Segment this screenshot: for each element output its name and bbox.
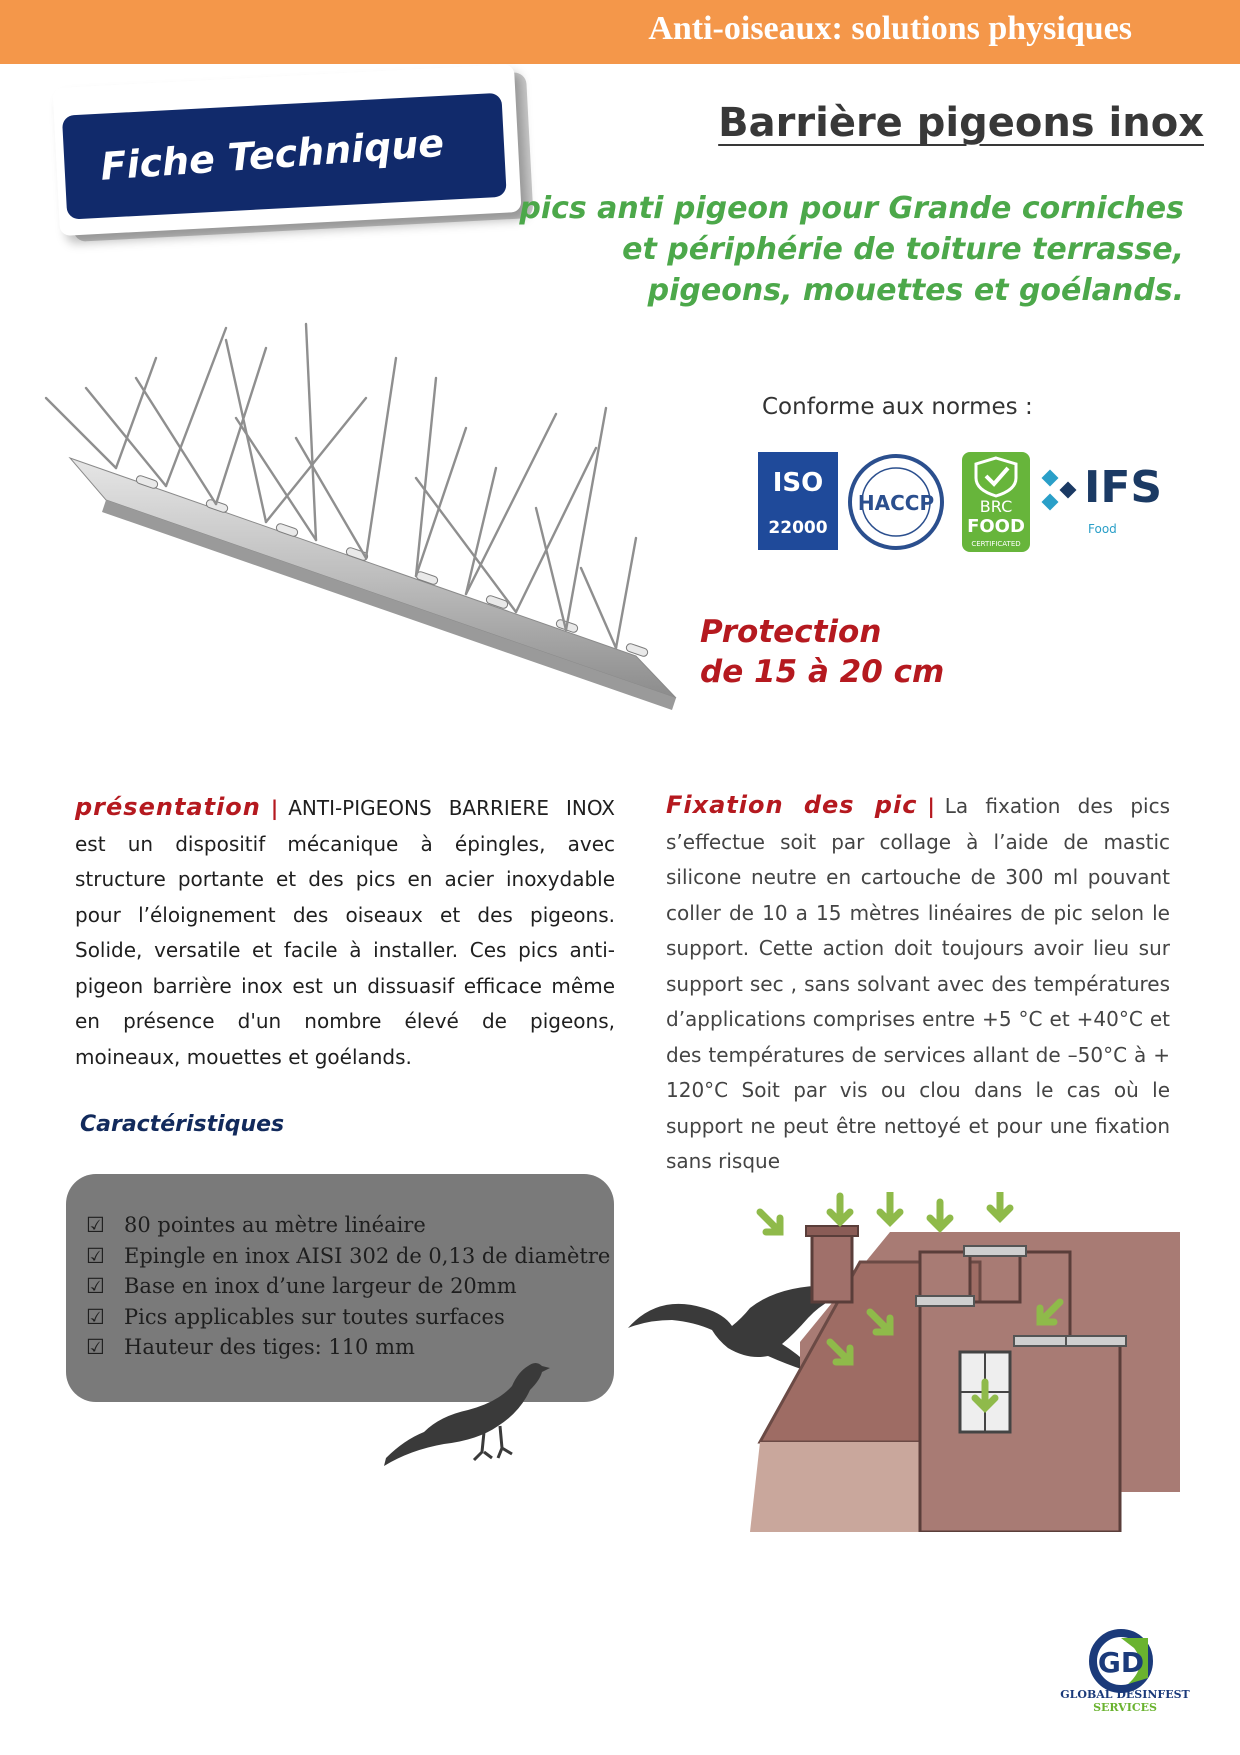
list-item xyxy=(86,1210,610,1241)
haccp-logo xyxy=(846,452,946,552)
gd-logo-letters: GD xyxy=(1097,1646,1145,1679)
ifs-food-logo xyxy=(1040,462,1170,542)
fiche-technique-badge xyxy=(52,64,521,236)
ifs-logo-text: IFS xyxy=(1084,462,1163,513)
brc-logo-food: FOOD xyxy=(967,516,1025,537)
checkbox-icon: ☑ xyxy=(86,1213,105,1237)
brc-logo-cert: CERTIFICATED xyxy=(971,540,1021,548)
product-title: Barrière pigeons inox xyxy=(718,100,1204,146)
check-shield-icon xyxy=(962,452,1030,498)
list-item xyxy=(86,1241,610,1272)
separator: | xyxy=(927,794,935,818)
list-item-text: Epingle en inox AISI 302 de 0,13 de diamètre xyxy=(124,1243,611,1268)
list-item-text: Pics applicables sur toutes surfaces xyxy=(124,1304,505,1329)
protection-callout xyxy=(700,612,944,692)
haccp-seal-icon xyxy=(846,452,946,552)
iso-logo-text: ISO xyxy=(772,468,824,498)
pigeon-silhouette-icon xyxy=(380,1340,550,1470)
banner-title: Anti-oiseaux: solutions physiques xyxy=(648,10,1132,47)
badge-label: Fiche Technique xyxy=(99,120,446,189)
haccp-logo-text: HACCP xyxy=(857,491,935,515)
iso-logo-number: 22000 xyxy=(768,518,828,538)
list-item xyxy=(86,1302,610,1333)
list-item-text: Hauteur des tiges: 110 mm xyxy=(124,1335,415,1359)
top-banner xyxy=(0,0,1240,64)
ifs-logo-sub: Food xyxy=(1088,522,1117,536)
company-line: SERVICES xyxy=(1093,1701,1157,1714)
fixation-section xyxy=(666,788,1170,1180)
company-name xyxy=(1050,1688,1200,1714)
checkbox-icon: ☑ xyxy=(86,1335,105,1359)
presentation-heading: présentation xyxy=(75,793,261,821)
iso-22000-logo xyxy=(758,452,838,550)
roof-illustration xyxy=(740,1192,1180,1532)
presentation-text: ANTI-PIGEONS BARRIERE INOX est un dispositif mécanique à épingles, avec structure portante et des pics en acier inoxydable pour l’éloignement des oiseaux et des pigeons. Solide, versatile et facile à installer. Ces pics anti-pigeon barrière inox est un dissuasif efficace même en présence d'un nombre élevé de pigeons, moineaux, mouettes et goélands. xyxy=(75,796,615,1069)
normes-label: Conforme aux normes : xyxy=(762,394,1033,420)
company-line: GLOBAL DESINFEST xyxy=(1060,1688,1190,1701)
spike-strip-image xyxy=(36,318,686,738)
subtitle-line: pics anti pigeon pour Grande corniches xyxy=(519,191,1184,226)
product-subtitle xyxy=(464,188,1184,311)
ifs-dots-icon xyxy=(1040,464,1084,520)
checkbox-icon: ☑ xyxy=(86,1274,105,1298)
list-item xyxy=(86,1271,610,1302)
checkbox-icon: ☑ xyxy=(86,1304,105,1329)
presentation-section xyxy=(75,790,615,1075)
list-item-text: 80 pointes au mètre linéaire xyxy=(124,1213,426,1237)
protection-range: de 15 à 20 cm xyxy=(700,654,945,690)
list-item-text: Base en inox d’une largeur de 20mm xyxy=(124,1274,517,1298)
protection-line: Protection xyxy=(700,614,882,650)
caracteristiques-heading: Caractéristiques xyxy=(80,1112,285,1137)
global-desinfest-logo xyxy=(1078,1626,1164,1696)
brc-food-logo xyxy=(962,452,1030,552)
checkbox-icon: ☑ xyxy=(86,1243,105,1268)
subtitle-line: et périphérie de toiture terrasse, xyxy=(622,232,1184,267)
fixation-heading: Fixation des pic xyxy=(666,791,918,819)
fixation-text: La fixation des pics s’effectue soit par collage à l’aide de mastic silicone neutre en cartouche de 300 ml pouvant coller de 10 a 15 mètres linéaires de pic selon le support. Cette action doit toujours avoir lieu sur support sec , sans solvant avec des températures d’applications comprises entre +5 °C et +40°C et des températures de services allant de –50°C à + 120°C Soit par vis ou clou dans le cas où le support ne peut être nettoyé et pour une fixation sans risque xyxy=(666,794,1171,1173)
separator: | xyxy=(270,796,279,820)
subtitle-line: pigeons, mouettes et goélands. xyxy=(647,273,1184,308)
badge-inner xyxy=(62,93,507,220)
brc-logo-text: BRC xyxy=(979,497,1013,516)
